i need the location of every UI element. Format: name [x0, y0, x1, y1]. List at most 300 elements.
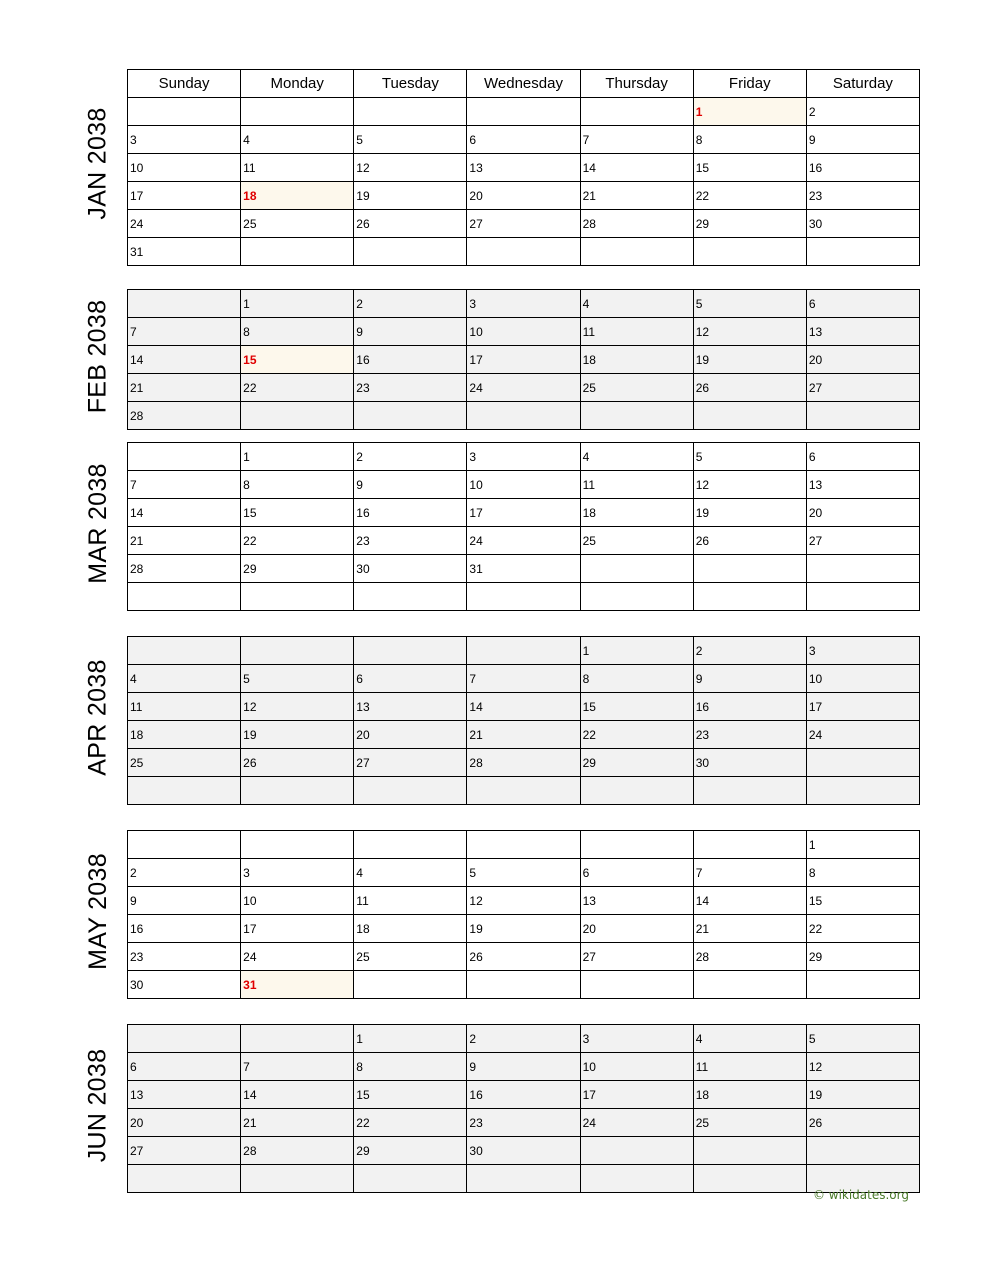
weekday-header: Tuesday: [354, 70, 467, 98]
weekday-header: Saturday: [806, 70, 919, 98]
week-row: [128, 1137, 920, 1165]
empty-day-cell: [128, 583, 241, 611]
day-cell: 20: [467, 182, 580, 210]
empty-day-cell: [467, 1165, 580, 1193]
day-cell: 17: [806, 693, 919, 721]
day-cell: 20: [806, 499, 919, 527]
day-cell: 2: [354, 290, 467, 318]
empty-day-cell: [806, 583, 919, 611]
empty-day-cell: [128, 637, 241, 665]
month-label: [68, 1024, 128, 1186]
day-cell: 25: [128, 749, 241, 777]
empty-day-cell: [693, 583, 806, 611]
empty-day-cell: [467, 583, 580, 611]
day-cell: 31: [467, 555, 580, 583]
day-cell: 16: [467, 1081, 580, 1109]
day-cell: 1: [241, 290, 354, 318]
day-cell: 18: [354, 915, 467, 943]
day-cell: 16: [354, 499, 467, 527]
day-cell: 19: [693, 346, 806, 374]
day-cell: 17: [467, 499, 580, 527]
day-cell: 6: [806, 443, 919, 471]
day-cell: 29: [241, 555, 354, 583]
day-cell: 3: [128, 126, 241, 154]
empty-day-cell: [693, 971, 806, 999]
day-cell: 9: [806, 126, 919, 154]
week-row: [128, 499, 920, 527]
empty-day-cell: [354, 637, 467, 665]
empty-day-cell: [241, 583, 354, 611]
day-cell: 13: [580, 887, 693, 915]
weekday-header: Wednesday: [467, 70, 580, 98]
week-row: [128, 374, 920, 402]
week-row: [128, 471, 920, 499]
empty-day-cell: [580, 402, 693, 430]
day-cell: 16: [354, 346, 467, 374]
empty-day-cell: [354, 971, 467, 999]
day-cell: 22: [241, 374, 354, 402]
empty-day-cell: [806, 1137, 919, 1165]
day-cell: 5: [693, 443, 806, 471]
day-cell: 10: [128, 154, 241, 182]
month-grid: [127, 830, 920, 999]
day-cell: 3: [241, 859, 354, 887]
week-row: [128, 238, 920, 266]
month-label-text: MAR 2038: [83, 462, 112, 584]
day-cell: 8: [354, 1053, 467, 1081]
day-cell: 28: [241, 1137, 354, 1165]
day-cell: 23: [467, 1109, 580, 1137]
day-cell: 27: [354, 749, 467, 777]
month-grid: [127, 289, 920, 430]
week-row: [128, 126, 920, 154]
day-cell: 7: [467, 665, 580, 693]
day-cell: 5: [806, 1025, 919, 1053]
day-cell: 11: [693, 1053, 806, 1081]
day-cell: 11: [580, 318, 693, 346]
day-cell: 23: [806, 182, 919, 210]
day-cell: 22: [580, 721, 693, 749]
day-cell: 15: [806, 887, 919, 915]
empty-day-cell: [241, 402, 354, 430]
empty-day-cell: [241, 98, 354, 126]
day-cell: 13: [354, 693, 467, 721]
day-cell: 10: [467, 318, 580, 346]
month-label-text: JUN 2038: [83, 1048, 112, 1162]
week-row: [128, 1025, 920, 1053]
empty-day-cell: [241, 831, 354, 859]
week-row: [128, 637, 920, 665]
day-cell: 17: [580, 1081, 693, 1109]
day-cell: 21: [241, 1109, 354, 1137]
day-cell: 12: [693, 471, 806, 499]
empty-day-cell: [580, 555, 693, 583]
day-cell: 23: [693, 721, 806, 749]
day-cell: 12: [354, 154, 467, 182]
day-cell: 19: [467, 915, 580, 943]
empty-day-cell: [467, 238, 580, 266]
day-cell: 11: [354, 887, 467, 915]
month-label-text: APR 2038: [83, 658, 112, 776]
day-cell: 21: [128, 527, 241, 555]
day-cell: 18: [580, 346, 693, 374]
day-cell: 5: [467, 859, 580, 887]
week-row: [128, 443, 920, 471]
empty-day-cell: [693, 402, 806, 430]
month-grid: [127, 636, 920, 805]
day-cell: 30: [354, 555, 467, 583]
day-cell: 11: [128, 693, 241, 721]
day-cell: 24: [128, 210, 241, 238]
day-cell: 19: [693, 499, 806, 527]
day-cell: 15: [354, 1081, 467, 1109]
day-cell: 8: [241, 318, 354, 346]
month-label-text: MAY 2038: [83, 852, 112, 970]
day-cell: 6: [580, 859, 693, 887]
month-label: [68, 289, 128, 424]
week-row: [128, 318, 920, 346]
empty-day-cell: [354, 583, 467, 611]
week-row: [128, 1081, 920, 1109]
empty-day-cell: [241, 238, 354, 266]
day-cell: 29: [806, 943, 919, 971]
month-grid: [127, 69, 920, 266]
week-row: [128, 527, 920, 555]
day-cell: 30: [806, 210, 919, 238]
day-cell: 19: [241, 721, 354, 749]
day-cell: 7: [580, 126, 693, 154]
day-cell: 12: [693, 318, 806, 346]
day-cell: 4: [580, 290, 693, 318]
day-cell: 26: [241, 749, 354, 777]
day-cell: 7: [128, 318, 241, 346]
day-cell: 11: [580, 471, 693, 499]
day-cell: 9: [354, 471, 467, 499]
day-cell: 17: [467, 346, 580, 374]
empty-day-cell: [806, 971, 919, 999]
day-cell: 14: [693, 887, 806, 915]
empty-day-cell: [693, 1165, 806, 1193]
day-cell: 10: [580, 1053, 693, 1081]
day-cell: 28: [467, 749, 580, 777]
day-cell: 2: [693, 637, 806, 665]
day-cell: 26: [806, 1109, 919, 1137]
day-cell: 7: [128, 471, 241, 499]
day-cell: 4: [241, 126, 354, 154]
day-cell: 16: [128, 915, 241, 943]
week-row: [128, 915, 920, 943]
day-cell: 17: [128, 182, 241, 210]
empty-day-cell: [580, 777, 693, 805]
day-cell: 8: [806, 859, 919, 887]
month-label: [68, 442, 128, 604]
month-label-text: FEB 2038: [83, 299, 112, 414]
day-cell: 3: [580, 1025, 693, 1053]
day-cell: 13: [806, 471, 919, 499]
day-cell: 23: [354, 374, 467, 402]
month-label: [68, 636, 128, 798]
empty-day-cell: [241, 637, 354, 665]
day-cell: 4: [693, 1025, 806, 1053]
day-cell: 26: [693, 527, 806, 555]
day-cell: 29: [580, 749, 693, 777]
empty-day-cell: [128, 98, 241, 126]
week-row: [128, 98, 920, 126]
empty-day-cell: [806, 555, 919, 583]
day-cell: 18: [580, 499, 693, 527]
empty-day-cell: [241, 1165, 354, 1193]
day-cell: 16: [693, 693, 806, 721]
day-cell: 5: [354, 126, 467, 154]
day-cell: 28: [128, 555, 241, 583]
day-cell: 9: [693, 665, 806, 693]
weekday-header: Monday: [241, 70, 354, 98]
week-row: [128, 887, 920, 915]
empty-day-cell: [580, 1137, 693, 1165]
empty-day-cell: [806, 402, 919, 430]
empty-day-cell: [467, 831, 580, 859]
week-row: [128, 346, 920, 374]
day-cell: 28: [128, 402, 241, 430]
week-row: [128, 693, 920, 721]
day-cell: 31: [128, 238, 241, 266]
day-cell: 21: [580, 182, 693, 210]
week-row: [128, 859, 920, 887]
day-cell: 11: [241, 154, 354, 182]
empty-day-cell: [693, 1137, 806, 1165]
day-cell: 15: [580, 693, 693, 721]
week-row: [128, 583, 920, 611]
day-cell: 3: [806, 637, 919, 665]
week-row: [128, 402, 920, 430]
day-cell: 26: [354, 210, 467, 238]
day-cell: 19: [354, 182, 467, 210]
day-cell: 18: [693, 1081, 806, 1109]
day-cell: 26: [693, 374, 806, 402]
day-cell: 24: [806, 721, 919, 749]
day-cell: 8: [241, 471, 354, 499]
week-row: [128, 831, 920, 859]
day-cell: 16: [806, 154, 919, 182]
empty-day-cell: [241, 777, 354, 805]
day-cell: 20: [580, 915, 693, 943]
empty-day-cell: [806, 749, 919, 777]
day-cell: 14: [241, 1081, 354, 1109]
day-cell: 12: [241, 693, 354, 721]
day-cell: 1: [693, 98, 806, 126]
day-cell: 27: [806, 527, 919, 555]
weekday-header: Friday: [693, 70, 806, 98]
day-cell: 6: [128, 1053, 241, 1081]
day-cell: 30: [467, 1137, 580, 1165]
empty-day-cell: [354, 238, 467, 266]
week-row: [128, 1053, 920, 1081]
day-cell: 1: [241, 443, 354, 471]
day-cell: 21: [128, 374, 241, 402]
empty-day-cell: [128, 777, 241, 805]
day-cell: 18: [128, 721, 241, 749]
week-row: [128, 943, 920, 971]
empty-day-cell: [467, 777, 580, 805]
day-cell: 8: [580, 665, 693, 693]
day-cell: 3: [467, 443, 580, 471]
month-label: [68, 830, 128, 992]
day-cell: 28: [693, 943, 806, 971]
day-cell: 29: [354, 1137, 467, 1165]
day-cell: 22: [806, 915, 919, 943]
day-cell: 2: [128, 859, 241, 887]
day-cell: 27: [467, 210, 580, 238]
week-row: [128, 154, 920, 182]
empty-day-cell: [467, 637, 580, 665]
day-cell: 17: [241, 915, 354, 943]
day-cell: 13: [128, 1081, 241, 1109]
day-cell: 24: [467, 374, 580, 402]
day-cell: 5: [241, 665, 354, 693]
weekday-header: Sunday: [128, 70, 241, 98]
day-cell: 29: [693, 210, 806, 238]
day-cell: 13: [806, 318, 919, 346]
day-cell: 8: [693, 126, 806, 154]
empty-day-cell: [580, 971, 693, 999]
day-cell: 7: [693, 859, 806, 887]
week-row: [128, 749, 920, 777]
day-cell: 4: [580, 443, 693, 471]
day-cell: 25: [693, 1109, 806, 1137]
week-row: [128, 1165, 920, 1193]
weekday-header-row: [128, 70, 920, 98]
day-cell: 6: [354, 665, 467, 693]
month-grid: [127, 1024, 920, 1193]
empty-day-cell: [128, 290, 241, 318]
day-cell: 4: [128, 665, 241, 693]
day-cell: 10: [467, 471, 580, 499]
empty-day-cell: [467, 402, 580, 430]
day-cell: 1: [354, 1025, 467, 1053]
day-cell: 15: [241, 499, 354, 527]
day-cell: 24: [467, 527, 580, 555]
day-cell: 25: [241, 210, 354, 238]
day-cell: 21: [467, 721, 580, 749]
day-cell: 6: [806, 290, 919, 318]
day-cell: 2: [467, 1025, 580, 1053]
empty-day-cell: [241, 1025, 354, 1053]
week-row: [128, 1109, 920, 1137]
day-cell: 30: [128, 971, 241, 999]
empty-day-cell: [467, 971, 580, 999]
day-cell: 22: [693, 182, 806, 210]
empty-day-cell: [128, 1025, 241, 1053]
day-cell: 14: [128, 346, 241, 374]
day-cell: 15: [241, 346, 354, 374]
day-cell: 9: [354, 318, 467, 346]
empty-day-cell: [580, 583, 693, 611]
day-cell: 22: [354, 1109, 467, 1137]
day-cell: 20: [128, 1109, 241, 1137]
day-cell: 20: [806, 346, 919, 374]
day-cell: 25: [580, 527, 693, 555]
empty-day-cell: [354, 98, 467, 126]
day-cell: 26: [467, 943, 580, 971]
day-cell: 18: [241, 182, 354, 210]
day-cell: 15: [693, 154, 806, 182]
day-cell: 23: [354, 527, 467, 555]
day-cell: 24: [580, 1109, 693, 1137]
day-cell: 14: [128, 499, 241, 527]
day-cell: 21: [693, 915, 806, 943]
empty-day-cell: [128, 443, 241, 471]
empty-day-cell: [580, 238, 693, 266]
empty-day-cell: [354, 1165, 467, 1193]
day-cell: 14: [580, 154, 693, 182]
copyright-footer[interactable]: © wikidates.org: [812, 1188, 909, 1202]
day-cell: 13: [467, 154, 580, 182]
day-cell: 28: [580, 210, 693, 238]
day-cell: 9: [467, 1053, 580, 1081]
day-cell: 10: [806, 665, 919, 693]
empty-day-cell: [354, 831, 467, 859]
month-label-text: JAN 2038: [83, 107, 112, 220]
week-row: [128, 210, 920, 238]
day-cell: 4: [354, 859, 467, 887]
day-cell: 19: [806, 1081, 919, 1109]
empty-day-cell: [467, 98, 580, 126]
day-cell: 20: [354, 721, 467, 749]
day-cell: 23: [128, 943, 241, 971]
day-cell: 14: [467, 693, 580, 721]
day-cell: 10: [241, 887, 354, 915]
day-cell: 30: [693, 749, 806, 777]
day-cell: 1: [806, 831, 919, 859]
empty-day-cell: [693, 777, 806, 805]
week-row: [128, 721, 920, 749]
empty-day-cell: [354, 402, 467, 430]
day-cell: 25: [580, 374, 693, 402]
empty-day-cell: [128, 1165, 241, 1193]
weekday-header: Thursday: [580, 70, 693, 98]
week-row: [128, 290, 920, 318]
day-cell: 3: [467, 290, 580, 318]
week-row: [128, 665, 920, 693]
week-row: [128, 971, 920, 999]
empty-day-cell: [128, 831, 241, 859]
empty-day-cell: [580, 98, 693, 126]
day-cell: 27: [580, 943, 693, 971]
empty-day-cell: [693, 555, 806, 583]
day-cell: 24: [241, 943, 354, 971]
day-cell: 1: [580, 637, 693, 665]
week-row: [128, 777, 920, 805]
day-cell: 2: [806, 98, 919, 126]
month-grid: [127, 442, 920, 611]
day-cell: 22: [241, 527, 354, 555]
empty-day-cell: [693, 238, 806, 266]
day-cell: 7: [241, 1053, 354, 1081]
day-cell: 27: [128, 1137, 241, 1165]
empty-day-cell: [806, 238, 919, 266]
empty-day-cell: [693, 831, 806, 859]
empty-day-cell: [354, 777, 467, 805]
day-cell: 6: [467, 126, 580, 154]
day-cell: 27: [806, 374, 919, 402]
day-cell: 12: [806, 1053, 919, 1081]
empty-day-cell: [580, 1165, 693, 1193]
day-cell: 5: [693, 290, 806, 318]
empty-day-cell: [806, 777, 919, 805]
day-cell: 31: [241, 971, 354, 999]
week-row: [128, 555, 920, 583]
empty-day-cell: [580, 831, 693, 859]
